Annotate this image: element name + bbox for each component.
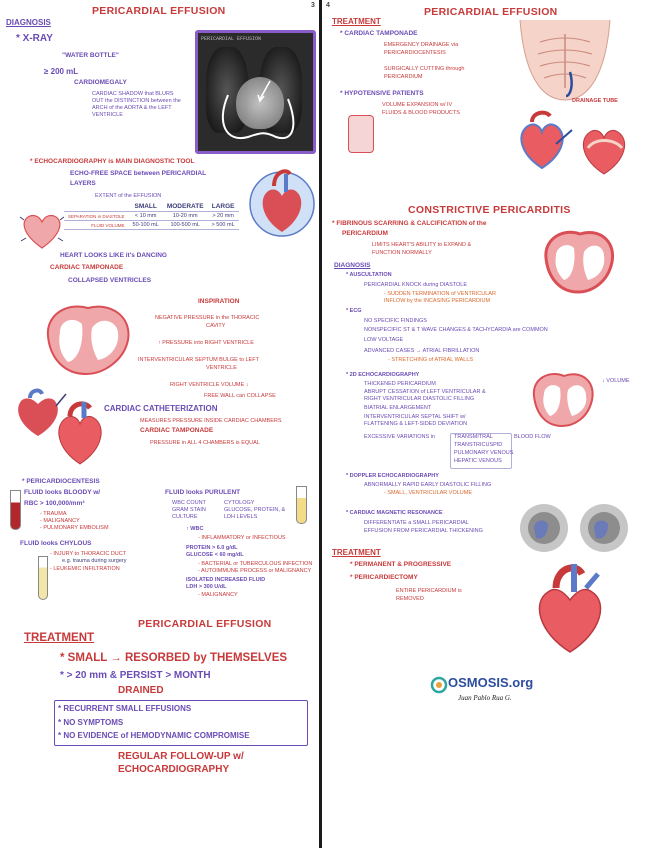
pericardiectomy-text: * PERICARDIECTOMY — [350, 574, 418, 581]
xray-label: * X-RAY — [16, 33, 53, 44]
left-page — [0, 0, 318, 848]
list-item: e.g. trauma during surgery — [62, 558, 127, 564]
constricted-heart-icon — [538, 226, 620, 296]
list-item: FLATTENING & LEFT-SIDED DEVIATION — [364, 421, 468, 427]
mri-text: EFFUSION FROM PERICARDIAL THICKENING — [364, 528, 483, 534]
knock-note: INFLOW by the INCASING PERICARDIUM — [384, 298, 491, 304]
ecg-note: - STRETCHING of ATRIAL WALLS — [388, 357, 474, 363]
inspiration-step: CAVITY — [206, 323, 226, 329]
inspiration-step: RIGHT VENTRICLE VOLUME ↓ — [170, 382, 249, 388]
list-item: - MALIGNANCY — [40, 518, 80, 524]
cath-equal: PRESSURE in ALL 4 CHAMBERS is EQUAL — [150, 440, 260, 446]
bloody-fluid: RBC > 100,000/mm³ — [24, 500, 85, 507]
mri-text: DIFFERENTIATE a SMALL PERICARDIAL — [364, 520, 469, 526]
tamponade-label: * CARDIAC TAMPONADE — [340, 30, 418, 37]
pericardiectomy-heart-icon — [530, 548, 610, 656]
water-bottle-text: "WATER BOTTLE" — [62, 52, 119, 59]
table-header: LARGE — [208, 202, 239, 212]
drainage-torso-icon — [510, 12, 620, 104]
ldh-finding: LDH > 300 U/dL — [186, 584, 227, 590]
list-item: INTERVENTRICULAR SEPTAL SHIFT w/ — [364, 414, 466, 420]
list-item: HEPATIC VENOUS — [454, 458, 502, 464]
list-item: - PULMONARY EMBOLISM — [40, 525, 109, 531]
table-header: MODERATE — [163, 202, 208, 212]
volume-down-label: ↓ VOLUME — [602, 378, 630, 384]
purulent-test: CULTURE — [172, 514, 198, 520]
table-cell: > 500 mL — [208, 221, 239, 230]
surgical-text: PERICARDIUM — [384, 74, 423, 80]
purulent-test: GRAM STAIN — [172, 507, 206, 513]
dancing-heart-icon — [18, 208, 66, 252]
list-item: LOW VOLTAGE — [364, 337, 404, 343]
table-cell: 10-20 mm — [163, 212, 208, 221]
diagnosis-heading: DIAGNOSIS — [6, 18, 51, 27]
table-cell: < 10 mm — [129, 212, 163, 221]
wbc-note: - INFLAMMATORY or INFECTIOUS — [198, 535, 286, 541]
echo-free-space: LAYERS — [70, 180, 96, 187]
list-item: - AUTOIMMUNE PROCESS or MALIGNANCY — [198, 568, 312, 574]
inspiration-step: INTERVENTRICULAR SEPTUM BULGE to LEFT — [138, 357, 259, 363]
constrictive-title: CONSTRICTIVE PERICARDITIS — [408, 204, 571, 216]
purulent-fluid: FLUID looks PURULENT — [165, 489, 241, 496]
page-divider — [319, 0, 322, 848]
constrictive-treatment-heading: TREATMENT — [332, 548, 381, 557]
cath-measures: MEASURES PRESSURE INSIDE CARDIAC CHAMBERS — [140, 418, 282, 424]
followup-text: REGULAR FOLLOW-UP w/ — [118, 751, 244, 762]
purulent-test: LDH LEVELS — [224, 514, 258, 520]
entire-text: ENTIRE PERICARDIUM is — [396, 588, 462, 594]
page-title: PERICARDIAL EFFUSION — [92, 5, 226, 17]
doppler-note: - SMALL, VENTRICULAR VOLUME — [384, 490, 473, 496]
effusion-extent: EXTENT of the EFFUSION — [95, 193, 162, 199]
inspiration-step: VENTRICLE — [206, 365, 237, 371]
bloody-tube-icon — [10, 490, 21, 530]
xray-image — [195, 30, 316, 154]
table-cell: 100-500 mL — [163, 221, 208, 230]
list-item: NONSPECIFIC ST & T WAVE CHANGES & TACHYCARDIA are COMMON — [364, 327, 548, 333]
doppler-label: * DOPPLER ECHOCARDIOGRAPHY — [346, 473, 439, 479]
table-row — [64, 221, 239, 230]
table-cell: 50-100 mL — [129, 221, 163, 230]
list-item: THICKENED PERICARDIUM — [364, 381, 436, 387]
protein-finding: PROTEIN > 6.0 g/dL — [186, 545, 238, 551]
drainage-text: PERICARDIOCENTESIS — [384, 50, 446, 56]
xray-caption: PERICARDIAL EFFUSION — [201, 36, 262, 42]
inspiration-step: NEGATIVE PRESSURE in the THORACIC — [155, 315, 260, 321]
entire-text: REMOVED — [396, 596, 424, 602]
purulent-test: GLUCOSE, PROTEIN, & — [224, 507, 286, 513]
purulent-test: WBC COUNT — [172, 500, 206, 506]
ecg-label: * ECG — [346, 308, 362, 314]
heart-drainage-icon — [510, 110, 574, 172]
cath-label: CARDIAC CATHETERIZATION — [104, 404, 218, 413]
fibrinous-text: * FIBRINOUS SCARRING & CALCIFICATION of the — [332, 220, 487, 227]
cardiomegaly-text: CARDIOMEGALY — [74, 79, 127, 86]
list-item: ADVANCED CASES → ATRIAL FIBRILLATION — [364, 348, 480, 354]
shadow-note: OUT the DISTINCTION between the — [92, 98, 181, 104]
heart-crosssection-icon — [38, 300, 138, 378]
fibrinous-text: PERICARDIUM — [342, 230, 388, 237]
list-item: - LEUKEMIC INFILTRATION — [50, 566, 120, 572]
dancing-text: HEART LOOKS LIKE it's DANCING — [60, 252, 167, 259]
page-number-left: 3 — [311, 2, 315, 9]
knock-note: - SUDDEN TERMINATION of VENTRICULAR — [384, 291, 496, 297]
list-item: ABRUPT CESSATION of LEFT VENTRICULAR & — [364, 389, 486, 395]
row-label: FLUID VOLUME — [64, 221, 129, 230]
right-page — [324, 0, 646, 848]
large-effusion: * > 20 mm & PERSIST > MONTH — [60, 670, 211, 681]
list-item: NO SPECIFIC FINDINGS — [364, 318, 427, 324]
tamponade-text: CARDIAC TAMPONADE — [50, 264, 124, 271]
list-item: * NO SYMPTOMS — [58, 718, 124, 727]
list-item: TRANSTRICUSPID — [454, 442, 503, 448]
permanent-text: * PERMANENT & PROGRESSIVE — [350, 561, 452, 568]
collapsed-text: COLLAPSED VENTRICLES — [68, 277, 152, 284]
doppler-text: ABNORMALLY RAPID EARLY DIASTOLIC FILLING — [364, 482, 492, 488]
bloody-fluid: FLUID looks BLOODY w/ — [24, 489, 101, 496]
iv-bag-icon — [348, 115, 374, 153]
limits-text: FUNCTION NORMALLY — [372, 250, 432, 256]
purulent-tube-icon — [296, 486, 307, 524]
author-signature: Juan Pablo Rua G. — [458, 694, 512, 702]
treatment-heading: TREATMENT — [24, 632, 95, 644]
list-item: PULMONARY VENOUS — [454, 450, 514, 456]
table-header: SMALL — [129, 202, 163, 212]
list-item: * RECURRENT SMALL EFFUSIONS — [58, 704, 192, 713]
list-item: * NO EVIDENCE of HEMODYNAMIC COMPROMISE — [58, 731, 250, 740]
small-effusion: * SMALL → RESORBED by THEMSELVES — [60, 652, 288, 664]
excessive-text: EXCESSIVE VARIATIONS in — [364, 434, 436, 440]
list-item: - TRAUMA — [40, 511, 67, 517]
heart-volume-icon — [528, 368, 598, 430]
volume-expansion: FLUIDS & BLOOD PRODUCTS — [382, 110, 460, 116]
shadow-note: VENTRICLE — [92, 112, 123, 118]
echo-free-space: ECHO-FREE SPACE between PERICARDIAL — [70, 170, 207, 177]
shadow-note: CARDIAC SHADOW that BLURS — [92, 91, 174, 97]
chylous-fluid: FLUID looks CHYLOUS — [20, 540, 92, 547]
list-item: TRANSMITRAL — [454, 434, 493, 440]
wbc-finding: ↑ WBC — [186, 526, 204, 532]
osmosis-logo-icon — [430, 676, 448, 694]
drainage-text: EMERGENCY DRAINAGE via — [384, 42, 459, 48]
xray-drawing-icon — [198, 33, 313, 151]
hypotensive-label: * HYPOTENSIVE PATIENTS — [340, 90, 424, 97]
blood-flow-label: BLOOD FLOW — [514, 434, 551, 440]
purulent-test: CYTOLOGY — [224, 500, 255, 506]
mri-label: * CARDIAC MAGNETIC RESONANCE — [346, 510, 443, 516]
page-number-right: 4 — [326, 2, 330, 9]
drainage-tube-label: DRAINAGE TUBE — [572, 98, 618, 104]
list-item: - BACTERIAL or TUBERCULOUS INFECTION — [198, 561, 313, 567]
volume-expansion: VOLUME EXPANSION w/ IV — [382, 102, 453, 108]
list-item: BIATRIAL ENLARGEMENT — [364, 405, 432, 411]
right-treatment-heading: TREATMENT — [332, 17, 381, 26]
heart-effusion-icon — [246, 160, 316, 240]
chylous-tube-icon — [38, 556, 48, 600]
shadow-note: ARCH of the AORTA & the LEFT — [92, 105, 172, 111]
limits-text: LIMITS HEART'S ABILITY to EXPAND & — [372, 242, 472, 248]
glucose-finding: GLUCOSE < 60 mg/dL — [186, 552, 244, 558]
constrictive-diagnosis-heading: DIAGNOSIS — [334, 262, 371, 269]
inspiration-step: FREE WALL can COLLAPSE — [204, 393, 276, 399]
table-cell: > 20 mm — [208, 212, 239, 221]
surgical-text: SURGICALLY CUTTING through — [384, 66, 465, 72]
ldh-finding: ISOLATED INCREASED FLUID — [186, 577, 266, 583]
osmosis-brand[interactable]: OSMOSIS.org — [448, 675, 534, 690]
list-item: - INJURY to THORACIC DUCT — [50, 551, 127, 557]
heart-anatomy-icon — [50, 398, 110, 468]
inspiration-step: ↑ PRESSURE into RIGHT VENTRICLE — [158, 340, 254, 346]
right-page-title: PERICARDIAL EFFUSION — [424, 6, 558, 18]
echo2d-label: * 2D ECHOCARDIOGRAPHY — [346, 372, 420, 378]
echo-label: * ECHOCARDIOGRAPHY is MAIN DIAGNOSTIC TOOL — [30, 158, 195, 165]
inspiration-title: INSPIRATION — [198, 298, 240, 305]
row-label: SEPARATION in DIASTOLE — [64, 212, 129, 221]
list-item: RIGHT VENTRICULAR DIASTOLIC FILLING — [364, 396, 475, 402]
drained-text: DRAINED — [118, 685, 164, 696]
volume-threshold: ≥ 200 mL — [44, 67, 79, 76]
effusion-table — [64, 202, 239, 230]
followup-text: ECHOCARDIOGRAPHY — [118, 764, 230, 775]
cath-tamponade: CARDIAC TAMPONADE — [140, 427, 214, 434]
knock-text: PERICARDIAL KNOCK during DIASTOLE — [364, 282, 468, 288]
table-row — [64, 212, 239, 221]
ldh-note: - MALIGNANCY — [198, 592, 238, 598]
pericardiocentesis-label: * PERICARDIOCENTESIS — [22, 478, 100, 485]
bottom-title: PERICARDIAL EFFUSION — [138, 618, 272, 630]
heart-surgery-icon — [574, 118, 636, 178]
auscultation-label: * AUSCULTATION — [346, 272, 392, 278]
